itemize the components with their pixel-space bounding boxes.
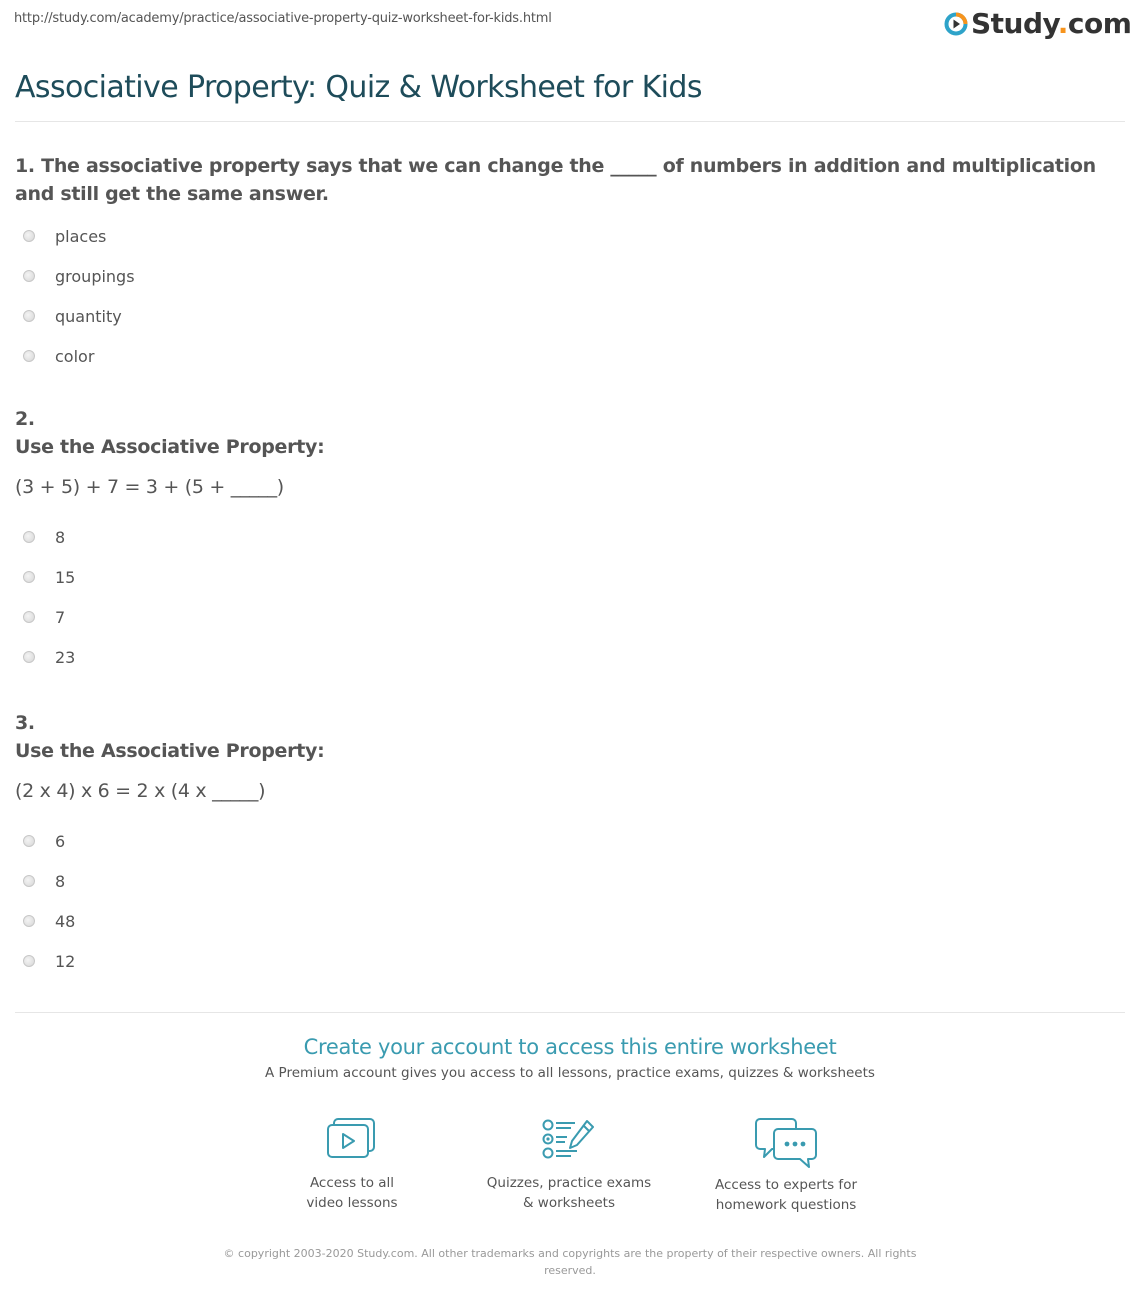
answer-option[interactable] <box>15 597 1125 637</box>
answer-option[interactable] <box>15 637 1125 677</box>
option-label: 12 <box>55 951 76 971</box>
chat-bubbles-icon <box>754 1117 818 1169</box>
copyright-notice: © copyright 2003-2020 Study.com. All other trademarks and copyrights are the property of their respective owners. All rights reserved. <box>223 1247 917 1277</box>
radio-button[interactable] <box>23 835 35 847</box>
quiz-checklist-icon <box>541 1117 597 1161</box>
question-number: 3. <box>15 712 35 734</box>
page-url: http://study.com/academy/practice/associative-property-quiz-worksheet-for-kids.html <box>14 11 552 26</box>
feature-experts <box>686 1117 886 1215</box>
radio-button[interactable] <box>23 915 35 927</box>
question-prompt: Use the Associative Property: <box>15 436 325 458</box>
radio-button[interactable] <box>23 531 35 543</box>
logo-wordmark: Study.com <box>971 7 1132 40</box>
cta-title-link[interactable]: Create your account to access this entire worksheet <box>303 1035 837 1059</box>
question-2 <box>15 405 1125 677</box>
study-com-logo[interactable] <box>944 9 1131 39</box>
feature-quizzes <box>469 1117 669 1213</box>
answer-option[interactable] <box>15 941 1125 981</box>
option-label: color <box>55 346 95 366</box>
question-prompt: Use the Associative Property: <box>15 740 325 762</box>
feature-label: Access to experts for homework questions <box>714 1177 857 1213</box>
answer-options <box>15 517 1125 677</box>
page-title: Associative Property: Quiz & Worksheet for Kids <box>15 70 702 105</box>
premium-cta <box>0 1035 1140 1081</box>
question-1 <box>15 152 1125 376</box>
answer-option[interactable] <box>15 517 1125 557</box>
divider <box>15 121 1125 122</box>
answer-options <box>15 821 1125 981</box>
question-text: 1. The associative property says that we can change the _____ of numbers in addition and multiplication and still get the same answer. <box>15 155 1096 205</box>
answer-option[interactable] <box>15 821 1125 861</box>
answer-option[interactable] <box>15 256 1125 296</box>
option-label: 6 <box>55 831 66 851</box>
answer-option[interactable] <box>15 861 1125 901</box>
question-number: 2. <box>15 408 35 430</box>
radio-button[interactable] <box>23 875 35 887</box>
radio-button[interactable] <box>23 230 35 242</box>
radio-button[interactable] <box>23 611 35 623</box>
question-3 <box>15 709 1125 981</box>
radio-button[interactable] <box>23 270 35 282</box>
option-label: quantity <box>55 306 122 326</box>
answer-option[interactable] <box>15 336 1125 376</box>
answer-option[interactable] <box>15 216 1125 256</box>
play-circle-icon <box>944 12 968 36</box>
cta-subtitle: A Premium account gives you access to all lessons, practice exams, quizzes & worksheets <box>265 1065 875 1081</box>
option-label: 23 <box>55 647 76 667</box>
answer-option[interactable] <box>15 557 1125 597</box>
feature-label: Access to all video lessons <box>306 1175 398 1211</box>
option-label: 48 <box>55 911 76 931</box>
question-equation: (2 x 4) x 6 = 2 x (4 x _____) <box>15 780 266 802</box>
radio-button[interactable] <box>23 310 35 322</box>
option-label: 8 <box>55 871 66 891</box>
radio-button[interactable] <box>23 955 35 967</box>
option-label: 8 <box>55 527 66 547</box>
radio-button[interactable] <box>23 651 35 663</box>
option-label: groupings <box>55 266 135 286</box>
question-equation: (3 + 5) + 7 = 3 + (5 + _____) <box>15 476 284 498</box>
radio-button[interactable] <box>23 571 35 583</box>
feature-video-lessons <box>252 1117 452 1213</box>
option-label: places <box>55 226 107 246</box>
answer-options <box>15 216 1125 376</box>
answer-option[interactable] <box>15 901 1125 941</box>
video-lessons-icon <box>326 1117 378 1161</box>
radio-button[interactable] <box>23 350 35 362</box>
feature-label: Quizzes, practice exams & worksheets <box>486 1175 652 1211</box>
option-label: 7 <box>55 607 66 627</box>
option-label: 15 <box>55 567 76 587</box>
answer-option[interactable] <box>15 296 1125 336</box>
divider <box>15 1012 1125 1013</box>
